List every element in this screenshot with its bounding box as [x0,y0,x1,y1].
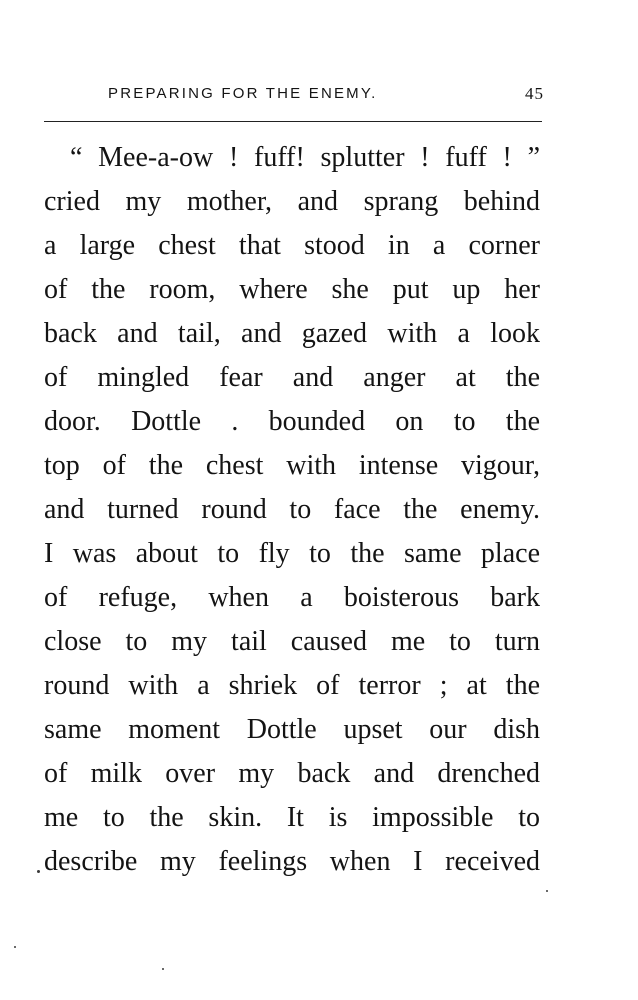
header-rule [44,121,542,122]
text-line: and turned round to face the enemy. [44,494,540,525]
text-line: close to my tail caused me to turn [44,626,540,657]
text-line: I was about to fly to the same place [44,538,540,569]
text-line: of mingled fear and anger at the [44,362,540,393]
text-line: door. Dottle . bounded on to the [44,406,540,437]
text-line: round with a shriek of terror ; at the [44,670,540,701]
text-line: top of the chest with intense vigour, [44,450,540,481]
text-line: of milk over my back and drenched [44,758,540,789]
running-title: PREPARING FOR THE ENEMY. [108,85,378,102]
text-line: of the room, where she put up her [44,274,540,305]
paper-speck [14,946,16,948]
text-line: describe my feelings when I received [44,846,540,877]
text-line: of refuge, when a boisterous bark [44,582,540,613]
text-line: a large chest that stood in a corner [44,230,540,261]
text-line: back and tail, and gazed with a look [44,318,540,349]
page-number: 45 [525,84,544,103]
paper-speck [546,890,548,892]
running-header [44,82,544,106]
paper-speck [37,870,40,873]
text-line: “ Mee-a-ow ! fuff! splutter ! fuff ! ” [70,142,540,173]
paper-speck [162,968,164,970]
text-line: same moment Dottle upset our dish [44,714,540,745]
body-text [44,136,540,884]
text-line: cried my mother, and sprang behind [44,186,540,217]
text-line: me to the skin. It is impossible to [44,802,540,833]
